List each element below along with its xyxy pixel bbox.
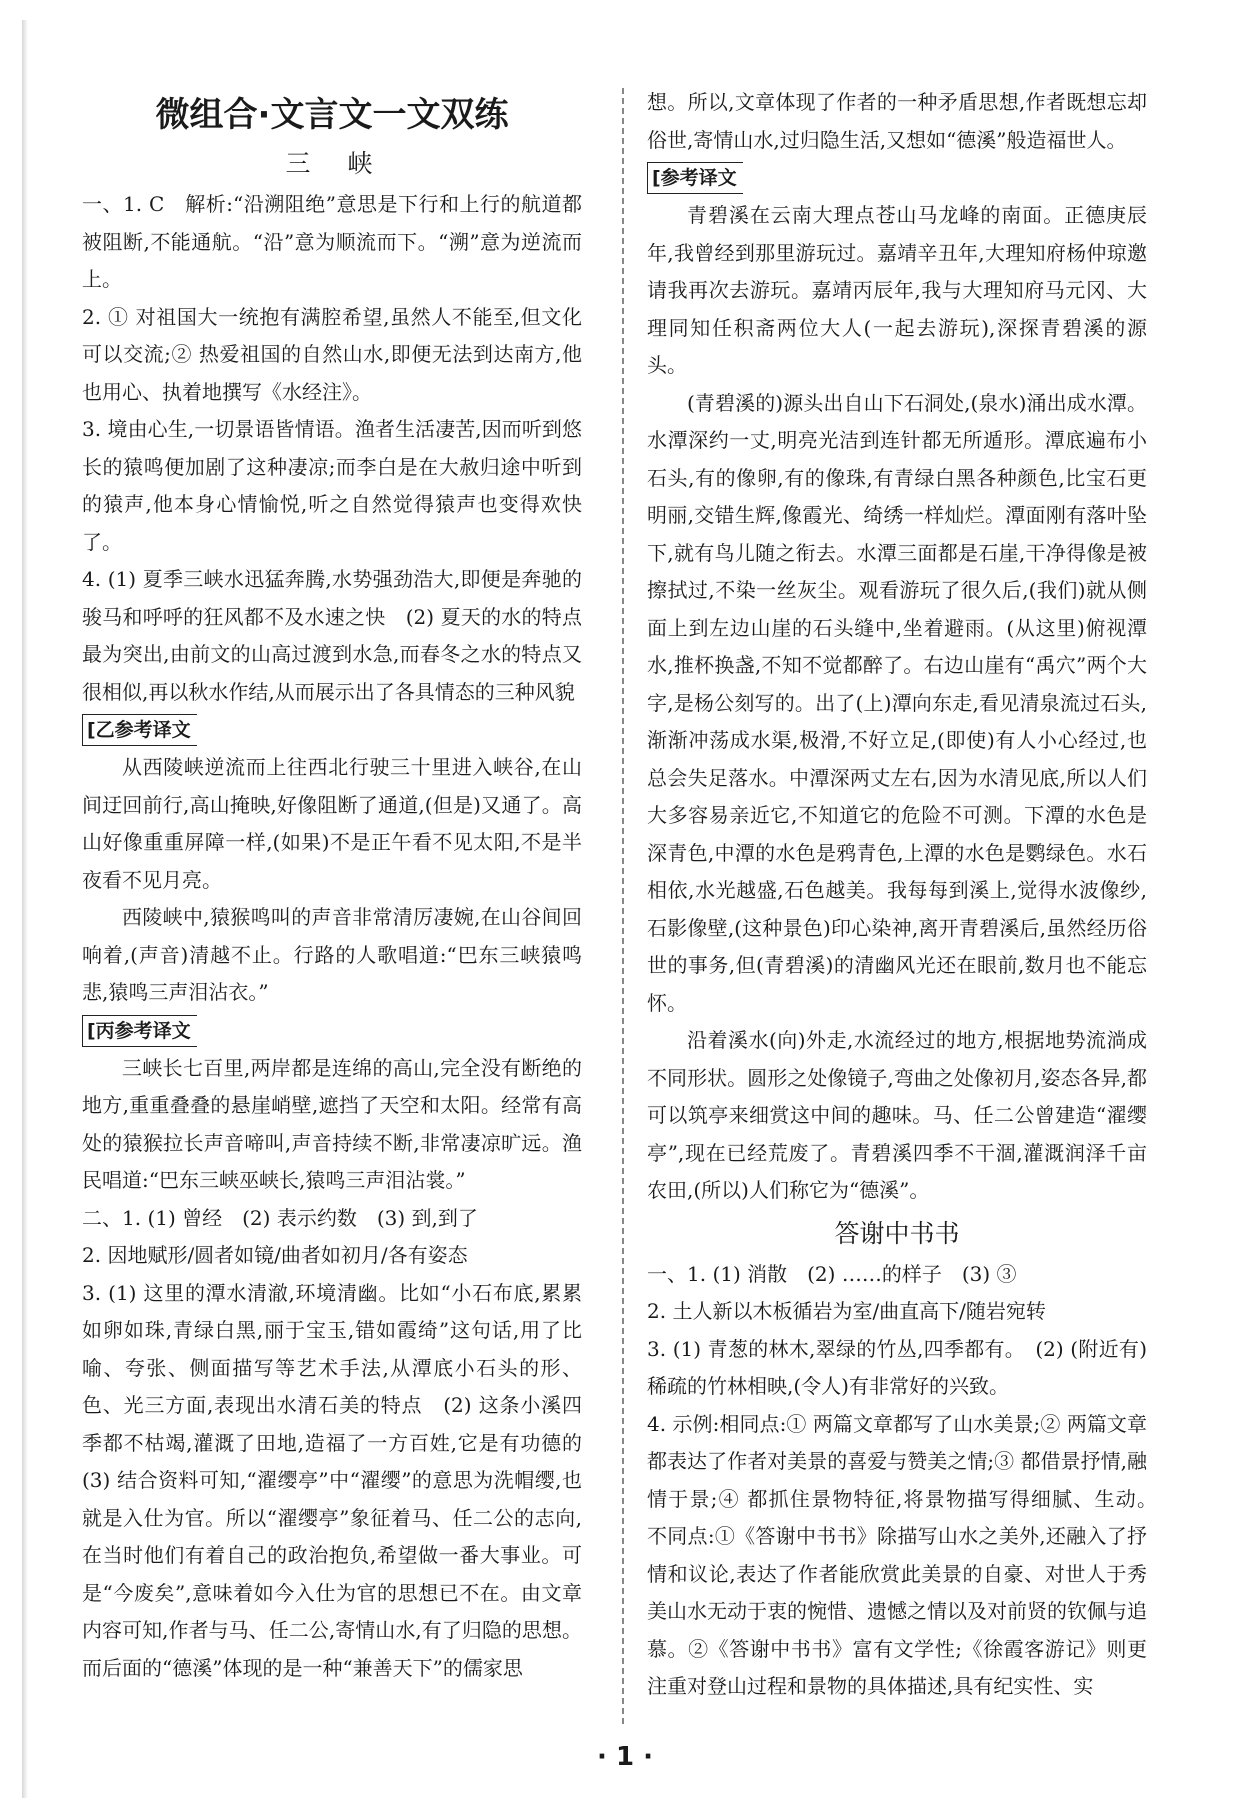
answer-dx-1: 一、1. (1) 消散 (2) ……的样子 (3) ③ [647,1261,1017,1286]
translation-tag-yi: [乙参考译文 [82,714,197,746]
translation-3: 沿着溪水(向)外走,水流经过的地方,根据地势流淌成不同形状。圆形之处像镜子,弯曲之处像初月,姿态各异,都可以筑亭来细赏这中间的趣味。马、任二公曾建造“濯缨亭”,现在已经荒废了。青碧溪四季不干涸,灌溉润泽千亩农田,(所以)人们称它为“德溪”。 [647,1028,1147,1202]
page-title: 微组合·文言文一文双练 [155,95,509,135]
answer-1-2: 2. ① 对祖国大一统抱有满腔希望,虽然人不能至,但文化可以交流;② 热爱祖国的自然山水,即便无法到达南方,他也用心、执着地撰写《水经注》。 [82,304,582,404]
section-title-sanxia: 三 峡 [285,149,379,178]
translation-tag-bing: [丙参考译文 [82,1015,197,1047]
left-column [82,84,602,1687]
translation-yi-2: 西陵峡中,猿猴鸣叫的声音非常清厉凄婉,在山谷间回响着,(声音)清越不止。行路的人歌唱道:“巴东三峡猿鸣悲,猿鸣三声泪沾衣。” [82,905,582,1004]
translation-tag: [参考译文 [647,162,743,194]
answer-dx-2: 2. 土人新以木板循岩为室/曲直高下/随岩宛转 [647,1299,1046,1323]
translation-bing: 三峡长七百里,两岸都是连绵的高山,完全没有断绝的地方,重重叠叠的悬崖峭壁,遮挡了天空和太阳。经常有高处的猿猴拉长声音啼叫,声音持续不断,非常凄凉旷远。渔民唱道:“巴东三峡巫峡长,猿鸣三声泪沾裳。” [82,1055,582,1192]
answer-dx-4: 4. 示例:相同点:① 两篇文章都写了山水美景;② 两篇文章都表达了作者对美景的喜爱与赞美之情;③ 都借景抒情,融情于景;④ 都抓住景物特征,将景物描写得细腻、生动。 不同点:①《答谢中书书》除描写山水之美外,还融入了抒情和议论,表达了作者能欣赏此美景的自豪、对世人于秀美山水无动于衷的惋惜、遗憾之情以及对前贤的钦佩与追慕。②《答谢中书书》富有文学性;《徐霞客游记》则更注重对登山过程和景物的具体描述,具有纪实性、实 [647,1411,1167,1698]
right-column [647,84,1167,1706]
translation-1: 青碧溪在云南大理点苍山马龙峰的南面。正德庚辰年,我曾经到那里游玩过。嘉靖辛丑年,大理知府杨仲琼邀请我再次去游玩。嘉靖丙辰年,我与大理知府马元冈、大理同知任积斋两位大人(一起去游玩),深探青碧溪的源头。 [647,203,1147,377]
translation-2: (青碧溪的)源头出自山下石洞处,(泉水)涌出成水潭。水潭深约一丈,明亮光洁到连针都无所遁形。潭底遍布小石头,有的像卵,有的像珠,有青绿白黑各种颜色,比宝石更明丽,交错生辉,像霞光、绮绣一样灿烂。潭面刚有落叶坠下,就有鸟儿随之衔去。水潭三面都是石崖,干净得像是被擦拭过,不染一丝灰尘。观看游玩了很久后,(我们)就从侧面上到左边山崖的石头缝中,坐着避雨。(从这里)俯视潭水,推杯换盏,不知不觉都醉了。右边山崖有“禹穴”两个大字,是杨公刻写的。出了(上)潭向东走,看见清泉流过石头,渐渐冲荡成水渠,极滑,不好立足,(即使)有人小心经过,也总会失足落水。中潭深两丈左右,因为水清见底,所以人们大多容易亲近它,不知道它的危险不可测。下潭的水色是深青色,中潭的水色是鸦青色,上潭的水色是鹦绿色。水石相依,水光越盛,石色越美。我每每到溪上,觉得水波像纱,石影像壁,(这种景色)印心染神,离开青碧溪后,虽然经历俗世的事务,但(青碧溪)的清幽风光还在眼前,数月也不能忘怀。 [647,390,1147,1015]
section-title-dxzs: 答谢中书书 [834,1218,960,1248]
page-number: · 1 · [597,1742,653,1772]
answer-2-2: 2. 因地赋形/圆者如镜/曲者如初月/各有姿态 [82,1243,468,1267]
answer-1-3: 3. 境由心生,一切景语皆情语。渔者生活凄苦,因而听到悠长的猿鸣便加剧了这种凄凉;而李白是在大赦归途中听到的猿声,他本身心情愉悦,听之自然觉得猿声也变得欢快了。 [82,417,582,554]
answer-dx-3: 3. (1) 青葱的林木,翠绿的竹丛,四季都有。 (2) (附近有)稀疏的竹林相映,(令人)有非常好的兴致。 [647,1336,1147,1398]
answer-1-1: 一、1. C 解析:“沿溯阻绝”意思是下行和上行的航道都被阻断,不能通航。“沿”意为顺流而下。“溯”意为逆流而上。 [82,192,582,291]
column-divider [622,88,624,1724]
page-edge-shadow [22,20,28,1798]
translation-yi-1: 从西陵峡逆流而上往西北行驶三十里进入峡谷,在山间迂回前行,高山掩映,好像阻断了通道,(但是)又通了。高山好像重重屏障一样,(如果)不是正午看不见太阳,不是半夜看不见月亮。 [82,755,582,892]
answer-2-1: 二、1. (1) 曾经 (2) 表示约数 (3) 到,到了 [82,1205,478,1230]
answer-1-4: 4. (1) 夏季三峡水迅猛奔腾,水势强劲浩大,即便是奔驰的骏马和呼呼的狂风都不及水速之快 (2) 夏天的水的特点最为突出,由前文的山高过渡到水急,而春冬之水的特点又很相似,再以秋水作结,从而展示出了各具情态的三种风貌 [82,567,582,704]
answer-2-3: 3. (1) 这里的潭水清澈,环境清幽。比如“小石布底,累累如卵如珠,青绿白黑,丽于宝玉,错如霞绮”这句话,用了比喻、夸张、侧面描写等艺术手法,从潭底小石头的形、色、光三方面,表现出水清石美的特点 (2) 这条小溪四季都不枯竭,灌溉了田地,造福了一方百姓,它是有功德的 (3) 结合资料可知,“濯缨亭”中“濯缨”的意思为洗帽缨,也就是入仕为官。所以“濯缨亭”象征着马、任二公的志向,在当时他们有着自己的政治抱负,希望做一番大事业。可是“今废矣”,意味着如今入仕为官的思想已不在。由文章内容可知,作者与马、任二公,寄情山水,有了归隐的思想。而后面的“德溪”体现的是一种“兼善天下”的儒家思 [82,1280,602,1680]
answer-2-3-continued: 想。所以,文章体现了作者的一种矛盾思想,作者既想忘却俗世,寄情山水,过归隐生活,又想如“德溪”般造福世人。 [647,90,1147,152]
